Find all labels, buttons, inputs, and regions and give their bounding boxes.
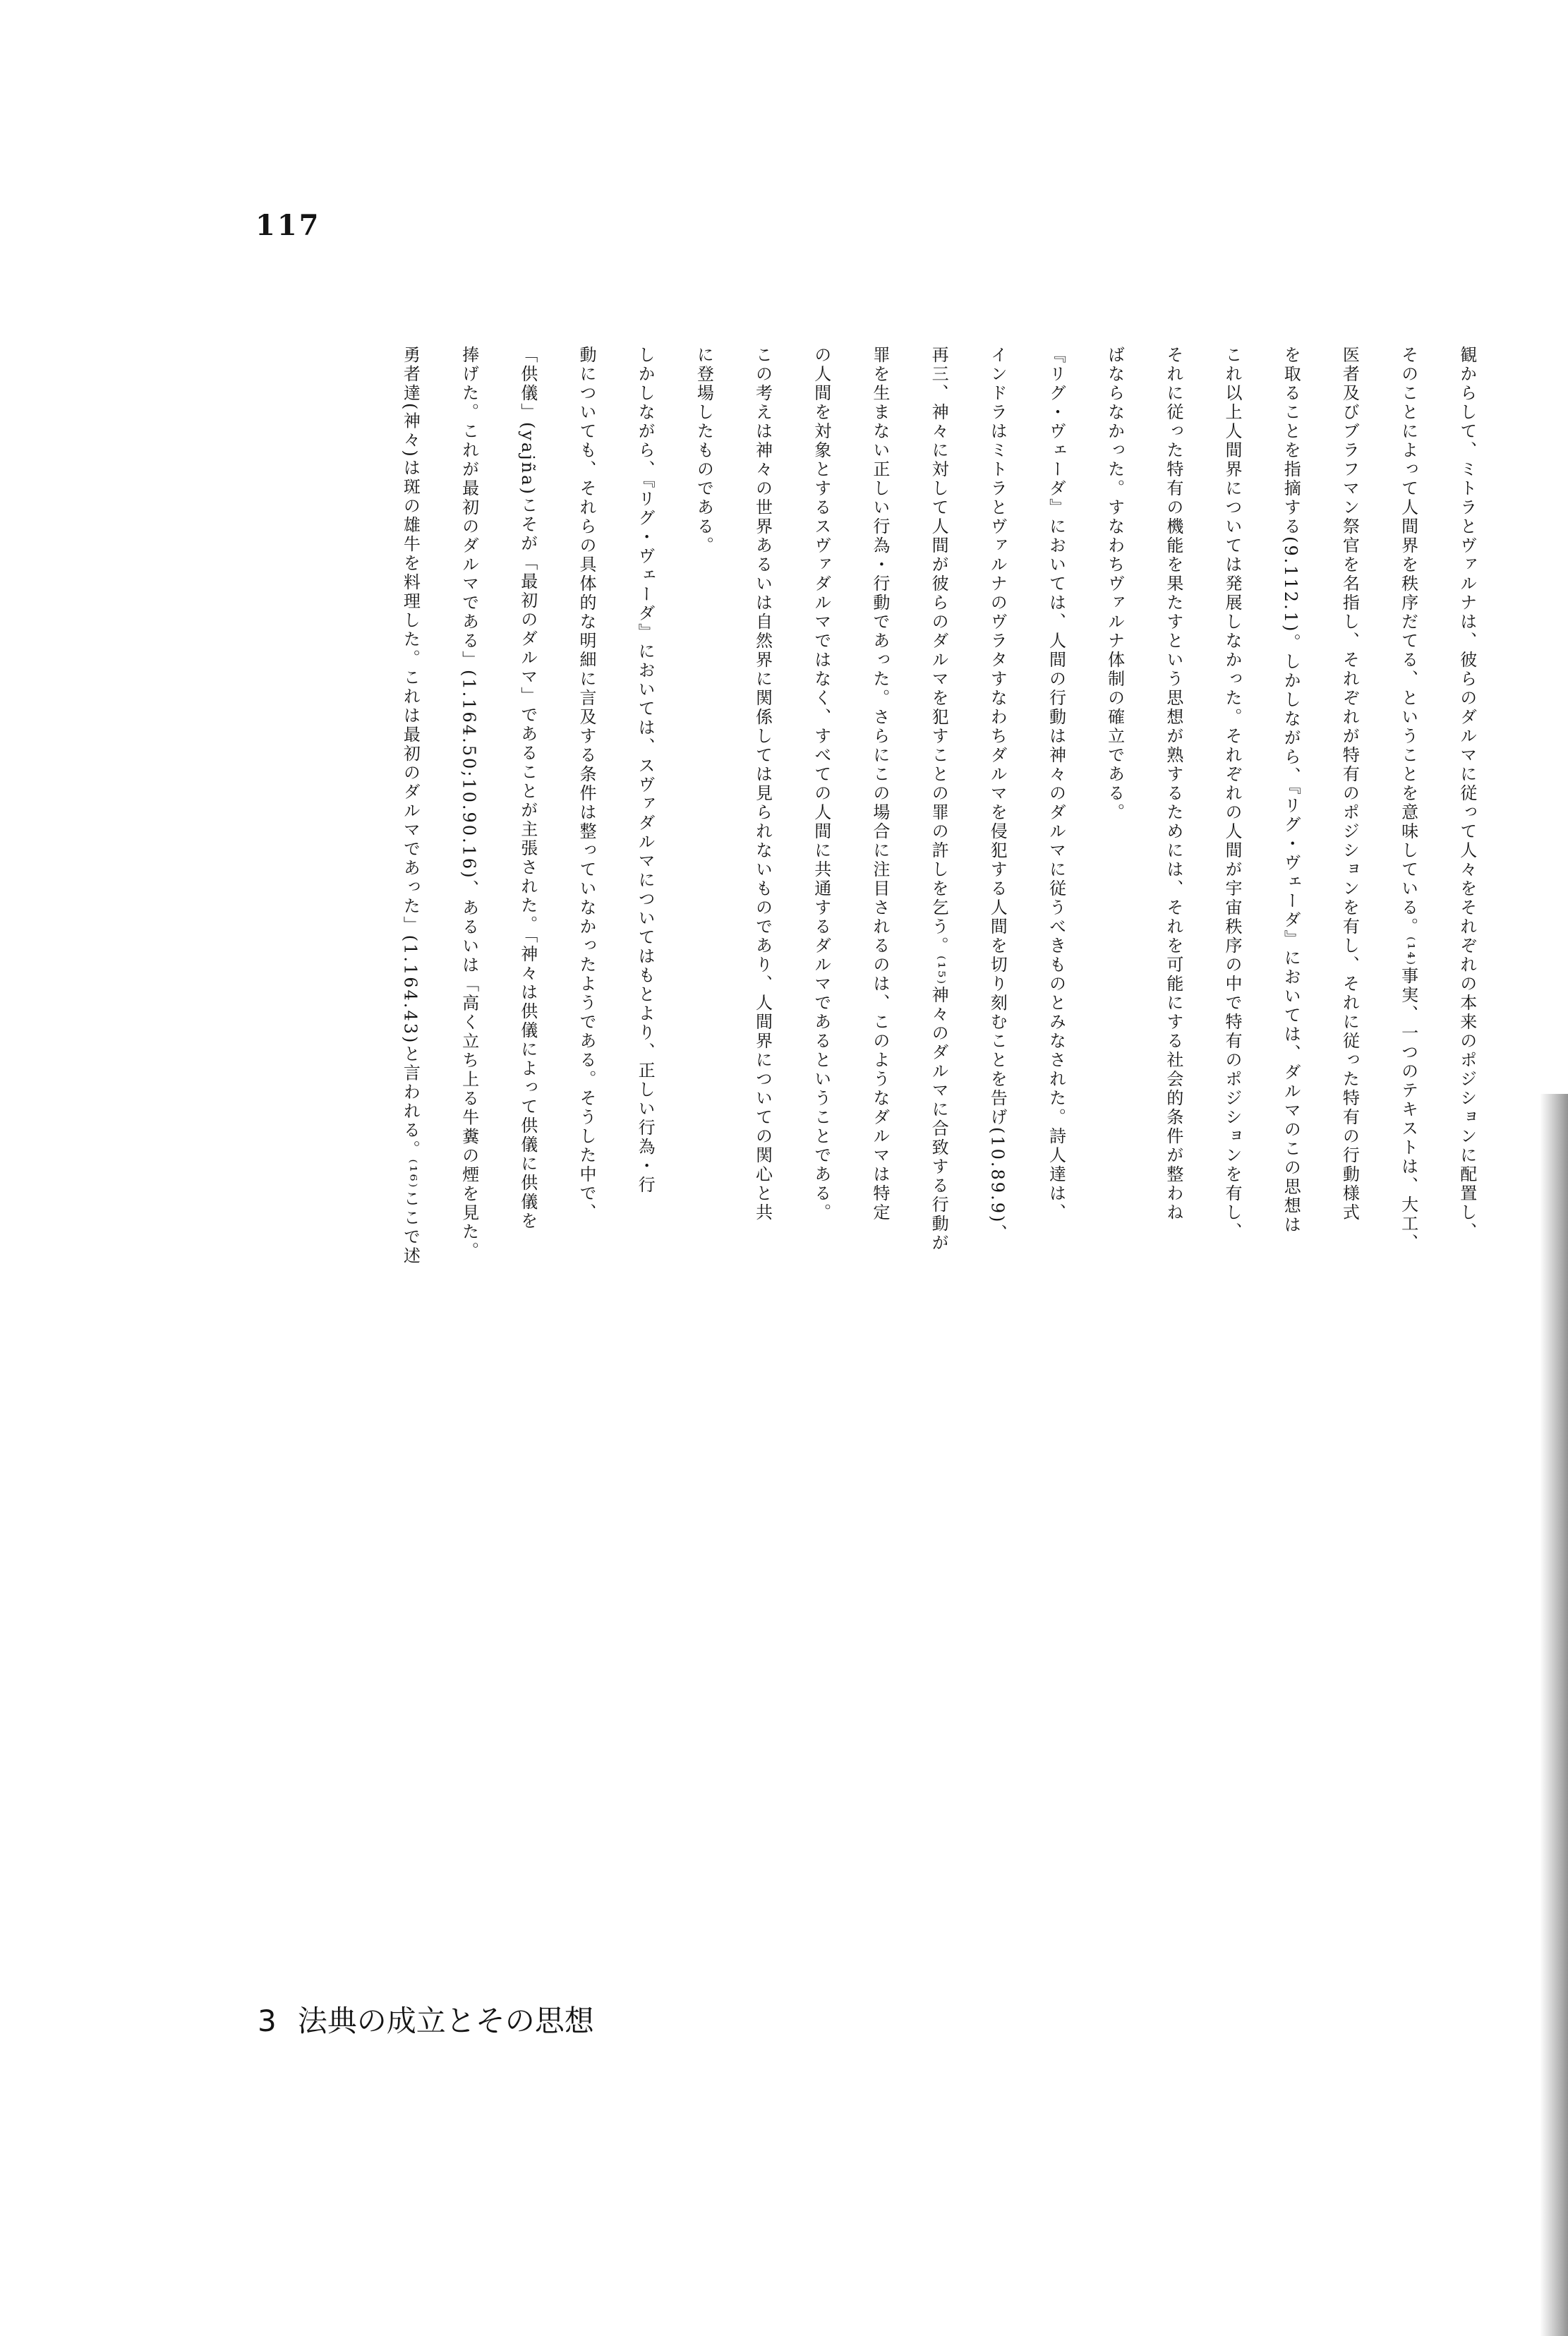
text-line: インドラはミトラとヴァルナのヴラタすなわちダルマを侵犯する人間を切り刻むことを告げ(10.89.9)、 bbox=[987, 346, 1008, 1244]
text-line: しかしながら、『リグ・ヴェーダ』においては、スヴァダルマについてはもとより、正しい行為・行 bbox=[635, 346, 656, 1195]
text-line: の人間を対象とするスヴァダルマではなく、すべての人間に共通するダルマであるということである。 bbox=[811, 346, 831, 1222]
text-line: そのことによって人間界を秩序だてる、ということを意味している。⁽¹⁴⁾事実、一つのテキストは、大工、 bbox=[1398, 346, 1418, 1253]
text-line: ばならなかった。すなわちヴァルナ体制の確立である。 bbox=[1104, 346, 1125, 822]
text-column bbox=[1261, 346, 1320, 1948]
text-line: それに従った特有の機能を果たすという思想が熟するためには、それを可能にする社会的条件が整わね bbox=[1163, 346, 1183, 1222]
text-column bbox=[733, 346, 792, 1948]
text-line: この考えは神々の世界あるいは自然界に関係しては見られないものであり、人間界についての関心と共 bbox=[752, 346, 773, 1222]
text-column bbox=[1027, 346, 1085, 1948]
text-line: これ以上人間界については発展しなかった。それぞれの人間が宇宙秩序の中で特有のポジションを有し、 bbox=[1222, 346, 1243, 1241]
text-line: 医者及びブラフマン祭官を名指し、それぞれが特有のポジションを有し、それに従った特有の行動様式 bbox=[1339, 346, 1360, 1222]
text-line: 『リグ・ヴェーダ』においては、人間の行動は神々のダルマに従うべきものとみなされた。詩人達は、 bbox=[1046, 346, 1066, 1222]
text-column bbox=[1379, 346, 1437, 1948]
text-line: 捧げた。これが最初のダルマである」(1.164.50;10.90.16)、あるいは「高く立ち上る牛糞の煙を見た。 bbox=[459, 346, 479, 1261]
text-column bbox=[1320, 346, 1378, 1948]
text-column bbox=[440, 346, 498, 1948]
page-edge-shadow bbox=[1540, 1094, 1568, 2336]
text-column bbox=[909, 346, 967, 1948]
text-column bbox=[1085, 346, 1144, 1948]
text-line: 「供儀」(yajña)こそが「最初のダルマ」であることが主張された。「神々は供儀によって供儀に供儀を bbox=[517, 346, 538, 1231]
text-line: 勇者達(神々)は斑の雄牛を料理した。これは最初のダルマであった」(1.164.43)と言われる。⁽¹⁶⁾ここで述 bbox=[400, 346, 421, 1266]
text-column bbox=[1202, 346, 1261, 1948]
text-column bbox=[557, 346, 615, 1948]
text-line: 観からして、ミトラとヴァルナは、彼らのダルマに従って人々をそれぞれの本来のポジションに配置し、 bbox=[1457, 346, 1477, 1241]
text-column bbox=[615, 346, 674, 1948]
text-column bbox=[850, 346, 909, 1948]
text-column bbox=[498, 346, 557, 1948]
text-line: 再三、神々に対して人間が彼らのダルマを犯すことの罪の許しを乞う。⁽¹⁵⁾神々のダルマに合致する行動が bbox=[929, 346, 949, 1253]
text-line: に登場したものである。 bbox=[694, 346, 714, 555]
running-footer bbox=[258, 2006, 594, 2036]
footer-chapter-title: 法典の成立とその思想 bbox=[297, 2004, 594, 2038]
text-column bbox=[674, 346, 732, 1948]
text-column bbox=[792, 346, 850, 1948]
body-text bbox=[212, 346, 1496, 1948]
text-column bbox=[380, 346, 439, 1948]
text-line: 動についても、それらの具体的な明細に言及する条件は整っていなかったようである。そうした中で、 bbox=[576, 346, 596, 1222]
text-column bbox=[967, 346, 1026, 1948]
text-line: 罪を生まない正しい行為・行動であった。さらにこの場合に注目されるのは、このようなダルマは特定 bbox=[869, 346, 890, 1222]
text-column bbox=[1144, 346, 1202, 1948]
footer-chapter-number: 3 bbox=[258, 2004, 277, 2038]
text-column bbox=[1437, 346, 1496, 1948]
page-number: 117 bbox=[255, 209, 321, 242]
text-line: を取ることを指摘する(9.112.1)。しかしながら、『リグ・ヴェーダ』においては、ダルマのこの思想は bbox=[1281, 346, 1301, 1235]
